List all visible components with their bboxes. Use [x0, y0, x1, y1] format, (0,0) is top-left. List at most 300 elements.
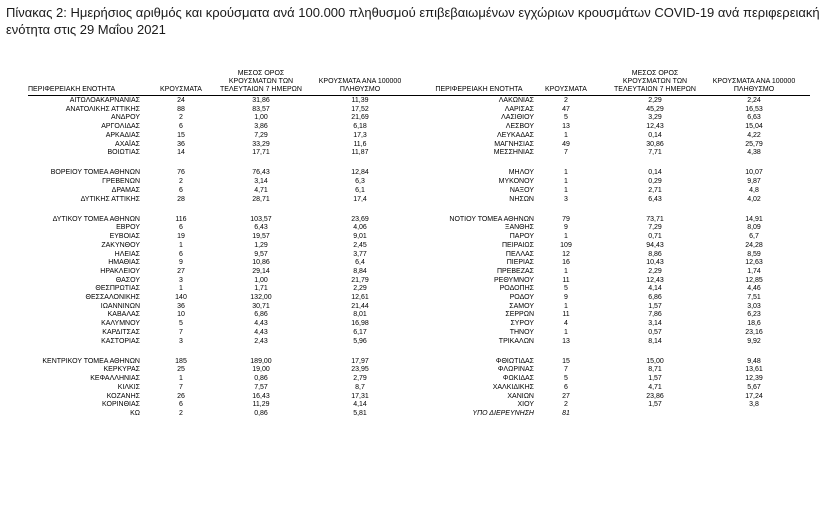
- cell-cases: 185: [175, 357, 187, 365]
- cell-cases: 36: [177, 302, 185, 310]
- cell-avg7: 10,43: [646, 259, 664, 267]
- covid-regional-table: [28, 69, 810, 489]
- cell-avg7: 2,71: [648, 186, 662, 194]
- cell-cases: 49: [562, 140, 570, 148]
- cell-region: ΑΡΚΑΔΙΑΣ: [105, 131, 140, 139]
- cell-per100k: 4,14: [353, 401, 367, 409]
- cell-per100k: 12,39: [745, 375, 763, 383]
- cell-avg7: 19,57: [252, 233, 270, 241]
- cell-per100k: 4,06: [353, 224, 367, 232]
- cell-region: ΡΕΘΥΜΝΟΥ: [493, 276, 534, 284]
- cell-region: ΠΑΡΟΥ: [509, 233, 534, 241]
- cell-region: ΛΕΥΚΑΔΑΣ: [496, 131, 534, 139]
- cell-avg7: 16,43: [252, 392, 270, 400]
- cell-per100k: 5,81: [353, 409, 367, 417]
- cell-cases: 25: [177, 366, 185, 374]
- cell-per100k: 14,91: [745, 215, 763, 223]
- cell-avg7: 94,43: [646, 241, 664, 249]
- cell-per100k: 23,95: [351, 366, 369, 374]
- header-avg7-right: ΜΕΣΟΣ ΟΡΟΣ ΚΡΟΥΣΜΑΤΩΝ ΤΩΝ ΤΕΛΕΥΤΑΙΩΝ 7 ΗΜΕΡΩΝ: [614, 70, 696, 93]
- cell-per100k: 3,8: [749, 401, 759, 409]
- cell-per100k: 4,02: [747, 195, 761, 203]
- cell-region: ΑΙΤΩΛΟΑΚΑΡΝΑΝΙΑΣ: [69, 97, 140, 104]
- table-row-right: [28, 311, 810, 320]
- cell-cases: 81: [562, 409, 570, 417]
- cell-region: ΣΑΜΟΥ: [509, 302, 534, 310]
- cell-cases: 9: [564, 294, 568, 301]
- cell-region: ΔΥΤΙΚΟΥ ΤΟΜΕΑ ΑΘΗΝΩΝ: [52, 215, 140, 223]
- cell-per100k: 9,92: [747, 337, 761, 345]
- cell-region: ΧΑΛΚΙΔΙΚΗΣ: [492, 383, 534, 391]
- cell-avg7: 0,14: [648, 169, 662, 177]
- cell-avg7: 73,71: [646, 215, 664, 223]
- header-per100k-left: ΚΡΟΥΣΜΑΤΑ ΑΝΑ 100000 ΠΛΗΘΥΣΜΟ: [318, 78, 402, 93]
- cell-avg7: 0,29: [648, 178, 662, 186]
- cell-avg7: 4,14: [648, 285, 662, 293]
- cell-per100k: 8,09: [747, 224, 761, 232]
- cell-region: ΡΟΔΟΥ: [509, 294, 534, 301]
- table-row-right: [28, 384, 810, 393]
- cell-per100k: 16,53: [745, 105, 763, 113]
- cell-avg7: 7,57: [254, 383, 268, 391]
- cell-per100k: 10,07: [745, 169, 763, 177]
- cell-per100k: 12,85: [745, 276, 763, 284]
- cell-region: ΑΡΓΟΛΙΔΑΣ: [101, 123, 140, 131]
- cell-per100k: 2,29: [353, 285, 367, 293]
- cell-per100k: 5,67: [747, 383, 761, 391]
- cell-avg7: 7,29: [648, 224, 662, 232]
- cell-per100k: 16,98: [351, 320, 369, 328]
- header-per100k-right: ΚΡΟΥΣΜΑΤΑ ΑΝΑ 100000 ΠΛΗΘΥΣΜΟ: [712, 78, 796, 93]
- cell-per100k: 3,77: [353, 250, 367, 258]
- table-row-right: [28, 401, 810, 410]
- cell-region: ΠΕΙΡΑΙΩΣ: [502, 241, 534, 249]
- cell-avg7: 2,29: [648, 97, 662, 104]
- cell-cases: 1: [564, 178, 568, 186]
- cell-region: ΑΧΑΪΑΣ: [115, 140, 140, 148]
- header-rule: [28, 95, 810, 96]
- cell-cases: 3: [179, 276, 183, 284]
- cell-avg7: 4,43: [254, 328, 268, 336]
- cell-avg7: 23,86: [646, 392, 664, 400]
- table-row-right: [28, 141, 810, 150]
- cell-region: ΘΕΣΣΑΛΟΝΙΚΗΣ: [85, 294, 140, 301]
- cell-cases: 12: [562, 250, 570, 258]
- cell-avg7: 29,14: [252, 267, 270, 275]
- cell-cases: 1: [564, 169, 568, 177]
- cell-cases: 1: [179, 375, 183, 383]
- cell-region: ΝΑΞΟΥ: [509, 186, 534, 194]
- cell-region: ΘΕΣΠΡΩΤΙΑΣ: [95, 285, 140, 293]
- cell-region: ΠΕΛΛΑΣ: [505, 250, 534, 258]
- cell-per100k: 11,6: [353, 140, 367, 148]
- cell-cases: 26: [177, 392, 185, 400]
- cell-cases: 7: [179, 328, 183, 336]
- cell-avg7: 7,86: [648, 311, 662, 319]
- table-row-right: [28, 106, 810, 115]
- cell-avg7: 30,71: [252, 302, 270, 310]
- cell-avg7: 8,71: [648, 366, 662, 374]
- cell-per100k: 2,79: [353, 375, 367, 383]
- cell-per100k: 24,28: [745, 241, 763, 249]
- cell-per100k: 7,51: [747, 294, 761, 301]
- cell-per100k: 12,63: [745, 259, 763, 267]
- cell-per100k: 4,38: [747, 149, 761, 157]
- cell-avg7: 189,00: [250, 357, 272, 365]
- cell-region: ΖΑΚΥΝΘΟΥ: [101, 241, 140, 249]
- cell-avg7: 0,14: [648, 131, 662, 139]
- cell-cases: 28: [177, 195, 185, 203]
- cell-avg7: 3,86: [254, 123, 268, 131]
- cell-cases: 3: [179, 337, 183, 345]
- cell-cases: 19: [177, 233, 185, 241]
- table-row-right: [28, 169, 810, 178]
- cell-region: ΑΝΔΡΟΥ: [111, 114, 140, 122]
- table-row-right: [28, 410, 810, 419]
- cell-region: ΚΙΛΚΙΣ: [117, 383, 140, 391]
- cell-avg7: 30,86: [646, 140, 664, 148]
- cell-per100k: 17,4: [353, 195, 367, 203]
- cell-avg7: 0,71: [648, 233, 662, 241]
- cell-region: ΥΠΟ ΔΙΕΡΕΥΝΗΣΗ: [472, 409, 534, 417]
- cell-avg7: 45,29: [646, 105, 664, 113]
- table-row-right: [28, 259, 810, 268]
- cell-cases: 9: [564, 224, 568, 232]
- cell-cases: 24: [177, 97, 185, 104]
- cell-per100k: 6,63: [747, 114, 761, 122]
- cell-avg7: 132,00: [250, 294, 272, 301]
- cell-per100k: 17,24: [745, 392, 763, 400]
- cell-avg7: 7,29: [254, 131, 268, 139]
- table-row-right: [28, 303, 810, 312]
- cell-cases: 6: [179, 123, 183, 131]
- cell-per100k: 8,84: [353, 267, 367, 275]
- cell-cases: 6: [179, 250, 183, 258]
- cell-region: ΚΑΡΔΙΤΣΑΣ: [102, 328, 140, 336]
- cell-avg7: 12,43: [646, 123, 664, 131]
- table-row-right: [28, 132, 810, 141]
- table-row-right: [28, 358, 810, 367]
- cell-region: ΞΑΝΘΗΣ: [504, 224, 534, 232]
- cell-region: ΗΜΑΘΙΑΣ: [108, 259, 140, 267]
- cell-cases: 14: [177, 149, 185, 157]
- cell-per100k: 2,24: [747, 97, 761, 104]
- cell-region: ΠΡΕΒΕΖΑΣ: [496, 267, 534, 275]
- cell-region: ΚΕΦΑΛΛΗΝΙΑΣ: [90, 375, 140, 383]
- cell-per100k: 6,7: [749, 233, 759, 241]
- cell-region: ΧΑΝΙΩΝ: [507, 392, 534, 400]
- cell-cases: 1: [179, 285, 183, 293]
- cell-cases: 116: [175, 215, 187, 223]
- cell-avg7: 6,43: [648, 195, 662, 203]
- cell-cases: 2: [179, 178, 183, 186]
- cell-cases: 5: [564, 114, 568, 122]
- table-row-right: [28, 338, 810, 347]
- cell-per100k: 4,46: [747, 285, 761, 293]
- cell-per100k: 12,61: [351, 294, 369, 301]
- cell-per100k: 18,6: [747, 320, 761, 328]
- cell-region: ΕΥΒΟΙΑΣ: [109, 233, 140, 241]
- cell-cases: 6: [179, 186, 183, 194]
- table-row-right: [28, 187, 810, 196]
- cell-avg7: 0,57: [648, 328, 662, 336]
- cell-region: ΦΩΚΙΔΑΣ: [502, 375, 534, 383]
- cell-region: ΚΕΝΤΡΙΚΟΥ ΤΟΜΕΑ ΑΘΗΝΩΝ: [42, 357, 140, 365]
- cell-cases: 2: [179, 409, 183, 417]
- cell-avg7: 1,57: [648, 401, 662, 409]
- cell-avg7: 28,71: [252, 195, 270, 203]
- cell-cases: 79: [562, 215, 570, 223]
- cell-region: ΑΝΑΤΟΛΙΚΗΣ ΑΤΤΙΚΗΣ: [65, 105, 140, 113]
- cell-cases: 6: [179, 224, 183, 232]
- cell-cases: 10: [177, 311, 185, 319]
- cell-region: ΙΩΑΝΝΙΝΩΝ: [100, 302, 140, 310]
- cell-avg7: 6,43: [254, 224, 268, 232]
- table-row-right: [28, 178, 810, 187]
- cell-region: ΚΟΖΑΝΗΣ: [106, 392, 140, 400]
- cell-cases: 5: [564, 375, 568, 383]
- table-row-right: [28, 366, 810, 375]
- cell-region: ΗΛΕΙΑΣ: [114, 250, 140, 258]
- cell-cases: 36: [177, 140, 185, 148]
- table-caption: Πίνακας 2: Ημερήσιος αριθμός και κρούσματα ανά 100.000 πληθυσμού επιβεβαιωμένων εγχώριων κρουσμάτων COVID-19 ανά περιφερειακή ενότητα στις 29 Μαΐου 2021: [6, 5, 820, 37]
- cell-avg7: 4,71: [648, 383, 662, 391]
- cell-cases: 7: [179, 383, 183, 391]
- cell-region: ΕΒΡΟΥ: [116, 224, 140, 232]
- cell-cases: 27: [562, 392, 570, 400]
- cell-region: ΛΑΣΙΘΙΟΥ: [501, 114, 534, 122]
- cell-avg7: 4,43: [254, 320, 268, 328]
- header-cases-left: ΚΡΟΥΣΜΑΤΑ: [160, 86, 202, 93]
- cell-per100k: 17,97: [351, 357, 369, 365]
- header-region-left: ΠΕΡΙΦΕΡΕΙΑΚΗ ΕΝΟΤΗΤΑ: [28, 86, 116, 93]
- cell-per100k: 13,61: [745, 366, 763, 374]
- cell-per100k: 4,8: [749, 186, 759, 194]
- cell-avg7: 2,29: [648, 267, 662, 275]
- table-row-right: [28, 277, 810, 286]
- cell-avg7: 0,86: [254, 409, 268, 417]
- cell-avg7: 1,57: [648, 375, 662, 383]
- table-row-right: [28, 224, 810, 233]
- cell-per100k: 6,18: [353, 123, 367, 131]
- cell-cases: 2: [179, 114, 183, 122]
- table-row-right: [28, 114, 810, 123]
- header-region-right: ΠΕΡΙΦΕΡΕΙΑΚΗ ΕΝΟΤΗΤΑ: [435, 86, 523, 93]
- cell-per100k: 6,23: [747, 311, 761, 319]
- cell-cases: 7: [564, 149, 568, 157]
- cell-per100k: 8,01: [353, 311, 367, 319]
- cell-region: ΤΡΙΚΑΛΩΝ: [498, 337, 534, 345]
- cell-avg7: 7,71: [648, 149, 662, 157]
- cell-region: ΒΟΙΩΤΙΑΣ: [107, 149, 140, 157]
- cell-cases: 13: [562, 123, 570, 131]
- cell-cases: 1: [179, 241, 183, 249]
- cell-region: ΚΑΣΤΟΡΙΑΣ: [101, 337, 140, 345]
- cell-region: ΗΡΑΚΛΕΙΟΥ: [100, 267, 140, 275]
- cell-avg7: 15,00: [646, 357, 664, 365]
- cell-avg7: 0,86: [254, 375, 268, 383]
- cell-avg7: 1,29: [254, 241, 268, 249]
- cell-per100k: 3,03: [747, 302, 761, 310]
- cell-cases: 1: [564, 267, 568, 275]
- cell-region: ΒΟΡΕΙΟΥ ΤΟΜΕΑ ΑΘΗΝΩΝ: [50, 169, 140, 177]
- cell-avg7: 9,57: [254, 250, 268, 258]
- cell-per100k: 25,79: [745, 140, 763, 148]
- cell-region: ΛΑΚΩΝΙΑΣ: [498, 97, 534, 104]
- cell-region: ΧΙΟΥ: [517, 401, 534, 409]
- cell-region: ΣΕΡΡΩΝ: [505, 311, 534, 319]
- cell-per100k: 6,4: [355, 259, 365, 267]
- cell-avg7: 76,43: [252, 169, 270, 177]
- cell-avg7: 1,00: [254, 114, 268, 122]
- table-row-right: [28, 233, 810, 242]
- cell-cases: 15: [177, 131, 185, 139]
- header-avg7-left: ΜΕΣΟΣ ΟΡΟΣ ΚΡΟΥΣΜΑΤΩΝ ΤΩΝ ΤΕΛΕΥΤΑΙΩΝ 7 ΗΜΕΡΩΝ: [220, 70, 302, 93]
- cell-per100k: 21,79: [351, 276, 369, 284]
- cell-per100k: 17,31: [351, 392, 369, 400]
- cell-per100k: 17,52: [351, 105, 369, 113]
- cell-per100k: 23,69: [351, 215, 369, 223]
- cell-region: ΜΕΣΣΗΝΙΑΣ: [493, 149, 534, 157]
- cell-avg7: 11,29: [252, 401, 270, 409]
- cell-avg7: 6,86: [648, 294, 662, 301]
- cell-avg7: 17,71: [252, 149, 270, 157]
- cell-per100k: 4,22: [747, 131, 761, 139]
- table-row-right: [28, 216, 810, 225]
- cell-cases: 1: [564, 302, 568, 310]
- table-row-right: [28, 196, 810, 205]
- cell-per100k: 8,7: [355, 383, 365, 391]
- header-cases-right: ΚΡΟΥΣΜΑΤΑ: [545, 86, 587, 93]
- cell-per100k: 23,16: [745, 328, 763, 336]
- cell-cases: 4: [564, 320, 568, 328]
- table-row-right: [28, 149, 810, 158]
- table-row-right: [28, 268, 810, 277]
- cell-cases: 13: [562, 337, 570, 345]
- table-row-right: [28, 393, 810, 402]
- cell-per100k: 11,87: [351, 149, 369, 157]
- cell-cases: 11: [562, 311, 570, 319]
- cell-cases: 76: [177, 169, 185, 177]
- cell-cases: 2: [564, 97, 568, 104]
- table-row-right: [28, 251, 810, 260]
- cell-region: ΚΕΡΚΥΡΑΣ: [103, 366, 140, 374]
- cell-region: ΝΟΤΙΟΥ ΤΟΜΕΑ ΑΘΗΝΩΝ: [449, 215, 534, 223]
- cell-region: ΚΑΛΥΜΝΟΥ: [101, 320, 140, 328]
- cell-avg7: 2,43: [254, 337, 268, 345]
- cell-cases: 88: [177, 105, 185, 113]
- cell-cases: 2: [564, 401, 568, 409]
- cell-cases: 5: [564, 285, 568, 293]
- cell-region: ΤΗΝΟΥ: [509, 328, 534, 336]
- cell-region: ΜΗΛΟΥ: [508, 169, 534, 177]
- cell-avg7: 8,86: [648, 250, 662, 258]
- cell-per100k: 9,48: [747, 357, 761, 365]
- cell-region: ΓΡΕΒΕΝΩΝ: [102, 178, 140, 186]
- cell-cases: 9: [179, 259, 183, 267]
- cell-per100k: 12,84: [351, 169, 369, 177]
- table-row-right: [28, 123, 810, 132]
- cell-avg7: 3,14: [648, 320, 662, 328]
- cell-avg7: 4,71: [254, 186, 268, 194]
- cell-region: ΜΑΓΝΗΣΙΑΣ: [494, 140, 534, 148]
- cell-cases: 1: [564, 328, 568, 336]
- cell-region: ΔΥΤΙΚΗΣ ΑΤΤΙΚΗΣ: [80, 195, 140, 203]
- cell-avg7: 19,00: [252, 366, 270, 374]
- cell-region: ΚΩ: [130, 409, 140, 417]
- cell-per100k: 15,04: [745, 123, 763, 131]
- cell-region: ΦΘΙΩΤΙΔΑΣ: [495, 357, 534, 365]
- cell-region: ΛΑΡΙΣΑΣ: [504, 105, 534, 113]
- cell-avg7: 8,14: [648, 337, 662, 345]
- cell-per100k: 17,3: [353, 131, 367, 139]
- cell-per100k: 6,1: [355, 186, 365, 194]
- cell-per100k: 2,45: [353, 241, 367, 249]
- cell-per100k: 9,01: [353, 233, 367, 241]
- cell-region: ΘΑΣΟΥ: [115, 276, 140, 284]
- cell-avg7: 3,29: [648, 114, 662, 122]
- table-row-right: [28, 375, 810, 384]
- cell-region: ΦΛΩΡΙΝΑΣ: [497, 366, 534, 374]
- cell-cases: 6: [179, 401, 183, 409]
- cell-cases: 16: [562, 259, 570, 267]
- cell-cases: 11: [562, 276, 570, 284]
- table-row-right: [28, 242, 810, 251]
- cell-region: ΣΥΡΟΥ: [510, 320, 534, 328]
- cell-cases: 1: [564, 131, 568, 139]
- cell-region: ΜΥΚΟΝΟΥ: [498, 178, 534, 186]
- cell-cases: 1: [564, 233, 568, 241]
- cell-cases: 27: [177, 267, 185, 275]
- cell-per100k: 6,17: [353, 328, 367, 336]
- cell-per100k: 8,59: [747, 250, 761, 258]
- table-row-right: [28, 97, 810, 106]
- cell-cases: 3: [564, 195, 568, 203]
- cell-cases: 1: [564, 186, 568, 194]
- cell-region: ΠΙΕΡΙΑΣ: [506, 259, 534, 267]
- cell-cases: 15: [562, 357, 570, 365]
- cell-avg7: 31,86: [252, 97, 270, 104]
- table-row-right: [28, 320, 810, 329]
- cell-per100k: 9,87: [747, 178, 761, 186]
- cell-per100k: 6,3: [355, 178, 365, 186]
- cell-avg7: 3,14: [254, 178, 268, 186]
- cell-avg7: 12,43: [646, 276, 664, 284]
- cell-cases: 6: [564, 383, 568, 391]
- cell-cases: 7: [564, 366, 568, 374]
- cell-region: ΡΟΔΟΠΗΣ: [499, 285, 534, 293]
- cell-avg7: 1,00: [254, 276, 268, 284]
- cell-cases: 47: [562, 105, 570, 113]
- table-row-right: [28, 294, 810, 303]
- cell-per100k: 5,96: [353, 337, 367, 345]
- cell-cases: 5: [179, 320, 183, 328]
- table-row-right: [28, 329, 810, 338]
- cell-avg7: 1,71: [254, 285, 268, 293]
- cell-avg7: 10,86: [252, 259, 270, 267]
- cell-region: ΝΗΣΩΝ: [509, 195, 534, 203]
- cell-avg7: 33,29: [252, 140, 270, 148]
- cell-avg7: 6,86: [254, 311, 268, 319]
- cell-per100k: 11,39: [351, 97, 369, 104]
- cell-per100k: 1,74: [747, 267, 761, 275]
- cell-region: ΚΟΡΙΝΘΙΑΣ: [102, 401, 140, 409]
- cell-cases: 109: [560, 241, 572, 249]
- table-row-right: [28, 285, 810, 294]
- cell-region: ΛΕΣΒΟΥ: [505, 123, 534, 131]
- cell-per100k: 21,69: [351, 114, 369, 122]
- cell-avg7: 1,57: [648, 302, 662, 310]
